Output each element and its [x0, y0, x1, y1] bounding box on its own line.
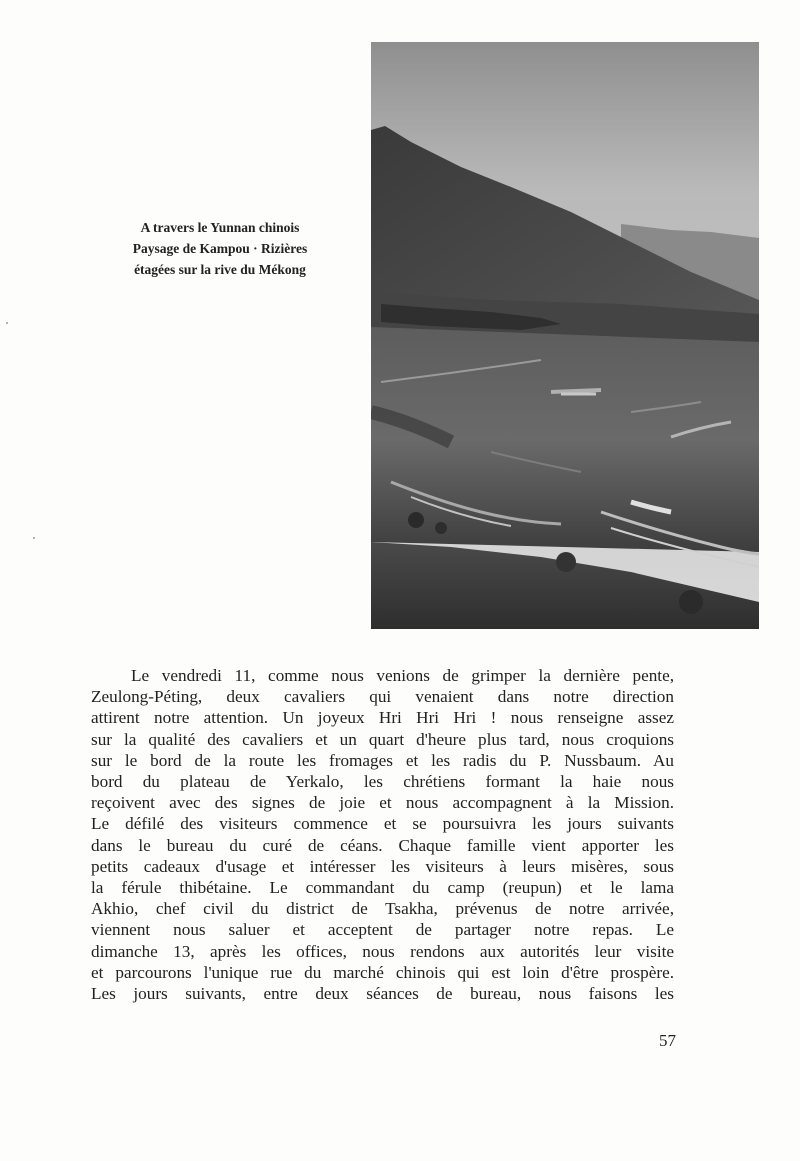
body-line: Le défilé des visiteurs commence et se poursuivra les jours suivants — [91, 814, 674, 834]
body-line: Les jours suivants, entre deux séances de bureau, nous faisons les — [91, 984, 674, 1004]
terraced-valley — [371, 327, 759, 552]
caption-line-3: étagées sur la rive du Mékong — [134, 262, 306, 277]
body-line: sur la qualité des cavaliers et un quart d'heure plus tard, nous croquions — [91, 729, 674, 749]
body-line: attirent notre attention. Un joyeux Hri Hri Hri ! nous renseigne assez — [91, 708, 674, 728]
caption-line-2: Paysage de Kampou · Rizières — [132, 241, 308, 256]
body-line: dans le bureau du curé de céans. Chaque famille vient apporter les — [91, 835, 674, 855]
caption-line-1: A travers le Yunnan chinois — [140, 220, 300, 235]
body-line: Le vendredi 11, comme nous venions de grimper la dernière pente, — [131, 666, 674, 685]
photo-caption — [96, 217, 344, 280]
landscape-photo — [371, 42, 759, 629]
body-line: petits cadeaux d'usage et intéresser les visiteurs à leurs misères, sous — [91, 856, 674, 876]
body-line: dimanche 13, après les offices, nous rendons aux autorités leur visite — [91, 941, 674, 961]
scan-speck — [6, 322, 8, 324]
body-line: viennent nous saluer et acceptent de partager notre repas. Le — [91, 920, 674, 940]
page-number: 57 — [659, 1031, 676, 1050]
body-line: Zeulong-Péting, deux cavaliers qui venaient dans notre direction — [91, 687, 674, 707]
body-line: reçoivent avec des signes de joie et nous accompagnent à la Mission. — [91, 793, 674, 813]
body-line: bord du plateau de Yerkalo, les chrétiens formant la haie nous — [91, 772, 674, 792]
body-line: et parcourons l'unique rue du marché chinois qui est loin d'être prospère. — [91, 962, 674, 982]
body-paragraph — [91, 665, 674, 1004]
body-line: sur le bord de la route les fromages et les radis du P. Nussbaum. Au — [91, 750, 674, 770]
scan-speck — [33, 537, 35, 539]
body-line: la férule thibétaine. Le commandant du camp (reupun) et le lama — [91, 878, 674, 898]
body-line: Akhio, chef civil du district de Tsakha, prévenus de notre arrivée, — [91, 899, 674, 919]
